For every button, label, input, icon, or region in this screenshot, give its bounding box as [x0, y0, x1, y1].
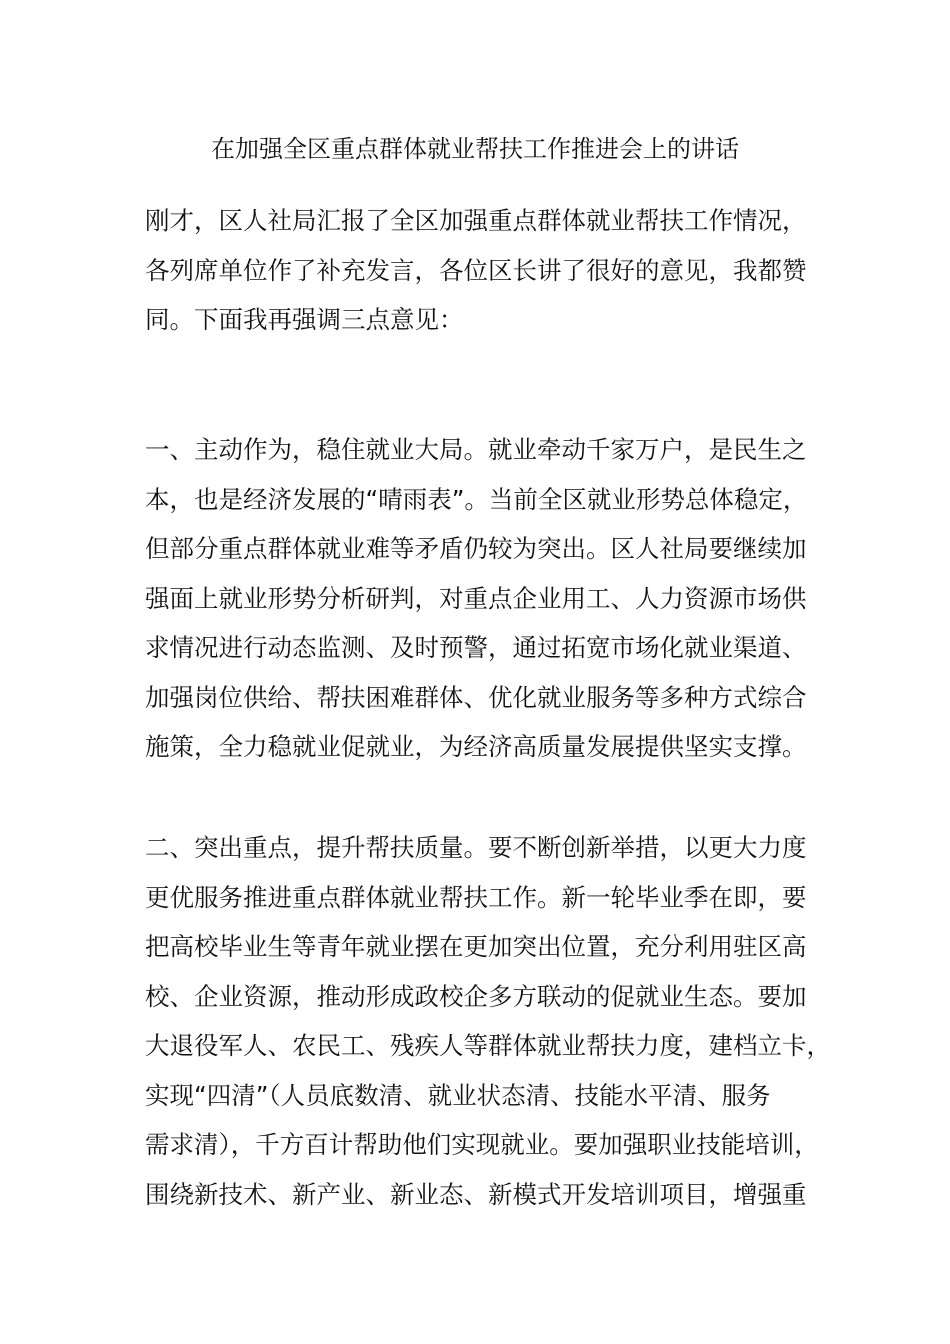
text-line: 强面上就业形势分析研判，对重点企业用工、人力资源市场供 — [145, 583, 807, 613]
text-line: 实现“四清”（人员底数清、就业状态清、技能水平清、服务 — [145, 1080, 771, 1110]
paragraph-opening — [145, 196, 825, 345]
text-line: 大退役军人、农民工、残疾人等群体就业帮扶力度，建档立卡， — [145, 1031, 831, 1060]
paragraph-point-one — [145, 425, 825, 772]
text-line: 刚才，区人社局汇报了全区加强重点群体就业帮扶工作情况， — [145, 206, 807, 235]
text-line: 加强岗位供给、帮扶困难群体、优化就业服务等多种方式综合 — [145, 682, 807, 712]
text-line: 同。下面我再强调三点意见： — [145, 305, 464, 334]
text-line: 求情况进行动态监测、及时预警，通过拓宽市场化就业渠道、 — [145, 633, 807, 662]
text-line: 但部分重点群体就业难等矛盾仍较为突出。区人社局要继续加 — [145, 534, 807, 563]
text-line: 本，也是经济发展的“晴雨表”。当前全区就业形势总体稳定， — [145, 484, 808, 514]
text-line: 更优服务推进重点群体就业帮扶工作。新一轮毕业季在即，要 — [145, 882, 807, 912]
text-line: 围绕新技术、新产业、新业态、新模式开发培训项目，增强重 — [145, 1179, 807, 1209]
document-title: 在加强全区重点群体就业帮扶工作推进会上的讲话 — [211, 135, 739, 163]
paragraph-point-two — [145, 823, 831, 1219]
text-line: 各列席单位作了补充发言，各位区长讲了很好的意见，我都赞 — [145, 255, 807, 285]
text-line: 需求清），千方百计帮助他们实现就业。要加强职业技能培训， — [145, 1130, 819, 1159]
text-line: 二、突出重点，提升帮扶质量。要不断创新举措，以更大力度 — [145, 833, 807, 862]
text-line: 校、企业资源，推动形成政校企多方联动的促就业生态。要加 — [145, 981, 807, 1011]
text-line: 一、主动作为，稳住就业大局。就业牵动千家万户，是民生之 — [145, 435, 807, 464]
text-line: 施策，全力稳就业促就业，为经济高质量发展提供坚实支撑。 — [145, 732, 807, 761]
text-line: 把高校毕业生等青年就业摆在更加突出位置，充分利用驻区高 — [145, 932, 807, 961]
